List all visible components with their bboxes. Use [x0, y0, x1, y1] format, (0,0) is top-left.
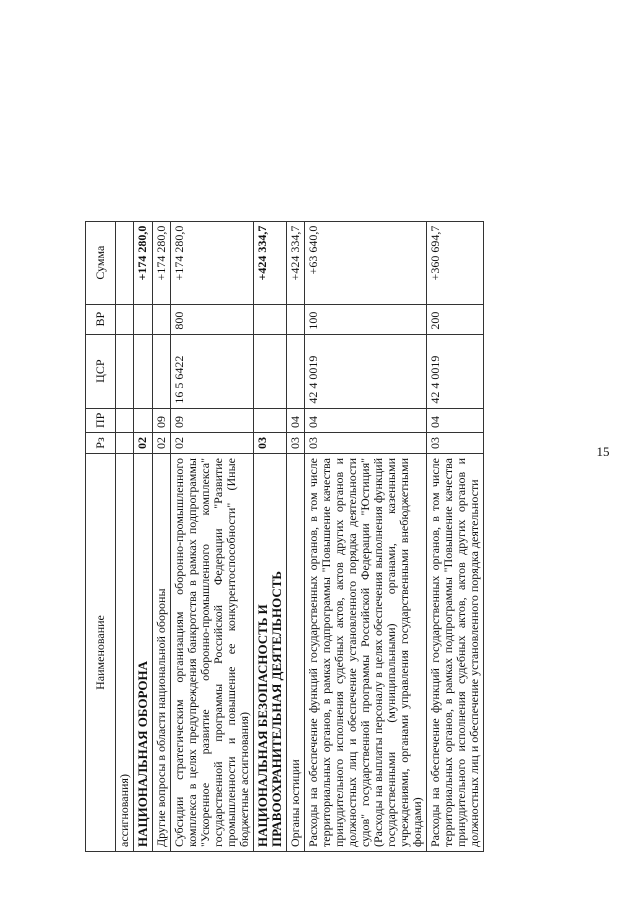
row-vr [153, 304, 171, 334]
table-row [171, 221, 254, 851]
row-rz [116, 433, 134, 454]
header-pr: ПР [86, 408, 116, 432]
header-sum: Сумма [86, 221, 116, 304]
row-rz: 03 [254, 433, 287, 454]
row-vr: 200 [427, 304, 484, 334]
row-name: Расходы на обеспечение функций государственных органов, в том числе территориальных органов, в рамках подпрограммы "Повышение качества принудительного исполнения судебных актов, актов других органов и должностных лиц и обеспечение установленного порядка деятельности [427, 454, 484, 852]
table-row [153, 221, 171, 851]
row-rz: 03 [305, 433, 427, 454]
table-row [427, 221, 484, 851]
row-vr [116, 304, 134, 334]
row-sum: +174 280,0 [153, 221, 171, 304]
table-row [287, 221, 305, 851]
row-csr [116, 334, 134, 408]
row-name: Органы юстиции [287, 454, 305, 852]
row-name: НАЦИОНАЛЬНАЯ ОБОРОНА [134, 454, 153, 852]
row-pr: 09 [153, 408, 171, 432]
row-name: Другие вопросы в области национальной обороны [153, 454, 171, 852]
row-pr [116, 408, 134, 432]
row-rz: 03 [287, 433, 305, 454]
row-csr [153, 334, 171, 408]
row-name: Субсидии стратегическим организациям оборонно-промышленного комплекса в целях предупреждения банкротства в рамках подпрограммы "Ускоренное развитие оборонно-промышленного комплекса" государственной программы Российской Федерации "Развитие промышленности и повышение ее конкурентоспособности" (Иные бюджетные ассигнования) [171, 454, 254, 852]
row-sum: +174 280,0 [171, 221, 254, 304]
row-sum: +424 334,7 [254, 221, 287, 304]
row-name: НАЦИОНАЛЬНАЯ БЕЗОПАСНОСТЬ И ПРАВООХРАНИТЕЛЬНАЯ ДЕЯТЕЛЬНОСТЬ [254, 454, 287, 852]
row-csr [254, 334, 287, 408]
row-pr: 04 [427, 408, 484, 432]
row-rz: 02 [134, 433, 153, 454]
header-name: Наименование [86, 454, 116, 852]
row-sum: +174 280,0 [134, 221, 153, 304]
page-number: 15 [596, 444, 610, 459]
table-row [116, 221, 134, 851]
row-vr [254, 304, 287, 334]
budget-table [85, 221, 484, 852]
row-csr: 42 4 0019 [427, 334, 484, 408]
row-csr [134, 334, 153, 408]
table-header-row [86, 221, 116, 851]
row-pr [254, 408, 287, 432]
row-pr: 04 [287, 408, 305, 432]
row-csr: 42 4 0019 [305, 334, 427, 408]
row-name: Расходы на обеспечение функций государственных органов, в том числе территориальных органов, в рамках подпрограммы "Повышение качества принудительного исполнения судебных актов, актов других органов и должностных лиц и обеспечение установленного порядка деятельности судов" государственной программы Российской Федерации "Юстиция" (Расходы на выплаты персоналу в целях обеспечения выполнения функций государственными (муниципальными) органами, казенными учреждениями, органами управления государственными внебюджетными фондами) [305, 454, 427, 852]
row-sum: +360 694,7 [427, 221, 484, 304]
row-vr: 800 [171, 304, 254, 334]
row-csr [287, 334, 305, 408]
row-rz: 03 [427, 433, 484, 454]
header-vr: ВР [86, 304, 116, 334]
row-pr: 09 [171, 408, 254, 432]
row-vr: 100 [305, 304, 427, 334]
row-pr: 04 [305, 408, 427, 432]
header-rz: Рз [86, 433, 116, 454]
row-csr: 16 5 6422 [171, 334, 254, 408]
table-row [305, 221, 427, 851]
row-name: ассигнования) [116, 454, 134, 852]
row-rz: 02 [153, 433, 171, 454]
row-sum: +424 334,7 [287, 221, 305, 304]
row-sum: +63 640,0 [305, 221, 427, 304]
table-row [254, 221, 287, 851]
row-vr [134, 304, 153, 334]
table-row [134, 221, 153, 851]
row-sum [116, 221, 134, 304]
header-csr: ЦСР [86, 334, 116, 408]
row-rz: 02 [171, 433, 254, 454]
row-pr [134, 408, 153, 432]
row-vr [287, 304, 305, 334]
